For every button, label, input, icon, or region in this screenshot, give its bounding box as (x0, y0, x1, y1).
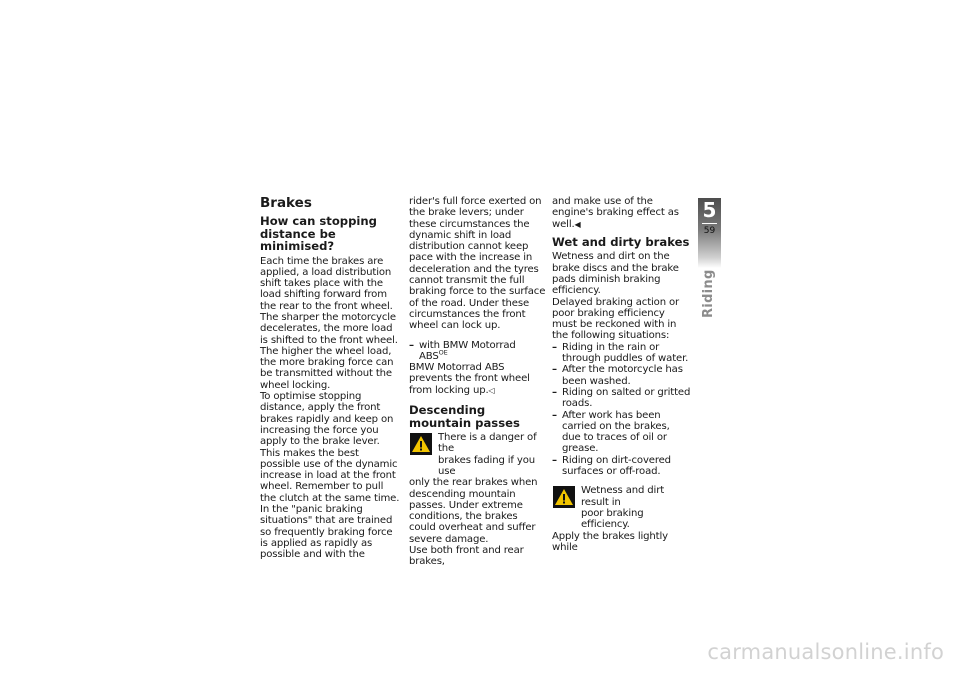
situations-list (552, 342, 691, 478)
oe-marker: OE (438, 348, 448, 357)
section-label: Riding (701, 269, 716, 318)
warning-lead: brakes fading if you use (438, 454, 535, 477)
warning-notice (552, 485, 691, 553)
list-item: – After the motorcycle has been washed. (552, 364, 691, 387)
chapter-tab (698, 198, 721, 268)
end-marker: ◀ (574, 219, 581, 229)
paragraph: and make use of the engine's braking effect as well.◀ (552, 196, 679, 230)
paragraph: Delayed braking action or poor braking efficiency must be reckoned with in the following situations: (552, 296, 680, 342)
subheading-wet-dirty-brakes: Wet and dirty brakes (552, 234, 690, 249)
list-item: – Riding on dirt-covered surfaces or off-road. (552, 455, 691, 478)
abs-list (409, 340, 547, 363)
warning-notice (409, 432, 547, 545)
text-column-2 (409, 196, 547, 568)
warning-text: Apply the brakes lightly while (552, 530, 668, 553)
paragraph: To optimise stopping distance, apply the front brakes rapidly and keep on increasing the force you apply to the brake lever. This makes the best possible use of the dynamic increase in load at the front wheel. Remember to pull the clutch at the same time. In the "panic braking situations" that are trained so frequently braking force is applied as rapidly as possible and with the (260, 391, 400, 561)
list-item: – Riding in the rain or through puddles of water. (552, 342, 691, 365)
subheading-mountain-passes: Descending mountain passes (409, 403, 520, 430)
list-item: – Riding on salted or gritted roads. (552, 387, 691, 410)
paragraph: Wetness and dirt on the brake discs and the brake pads diminish braking efficiency. (552, 251, 679, 297)
section-heading: Brakes (260, 195, 312, 211)
warning-lead: Wetness and dirt result in (581, 485, 665, 508)
page-number: 59 (703, 226, 716, 236)
warning-icon (410, 433, 432, 455)
warning-lead: poor braking efficiency. (581, 507, 644, 531)
end-marker: ◁ (488, 385, 495, 395)
list-item: – with BMW Motorrad $ABS^{OE}$ (409, 340, 547, 363)
warning-lead: There is a danger of the (438, 432, 537, 455)
list-item: – After work has been carried on the brakes, due to traces of oil or grease. (552, 410, 691, 455)
paragraph: rider's full force exerted on the brake levers; under these circumstances the dynamic shift in load distribution cannot keep pace with the increase in deceleration and the tyres cannot transmit the full braking force to the surface of the road. Under these circumstances the front wheel can lock up. (409, 196, 546, 332)
tab-divider (702, 223, 717, 224)
paragraph: Each time the brakes are applied, a load distribution shift takes place with the load shifting forward from the rear to the front wheel. The sharper the motorcycle decelerates, the more load is shifted to the front wheel. The higher the wheel load, the more braking force can be transmitted without the wheel locking. (260, 255, 398, 391)
text-column-1 (260, 196, 400, 561)
paragraph: Use both front and rear brakes, (409, 545, 524, 568)
warning-icon (553, 486, 575, 508)
chapter-number: 5 (702, 198, 717, 222)
subheading-stopping-distance: How can stopping distance be minimised? (260, 214, 377, 253)
warning-text: only the rear brakes when descending mountain passes. Under extreme conditions, the brakes could overheat and suffer severe damage. (409, 477, 538, 545)
watermark: carmanualsonline.info (707, 640, 944, 664)
text-column-3 (552, 196, 691, 553)
paragraph: BMW Motorrad ABS prevents the front wheel from locking up.◁ (409, 362, 530, 396)
